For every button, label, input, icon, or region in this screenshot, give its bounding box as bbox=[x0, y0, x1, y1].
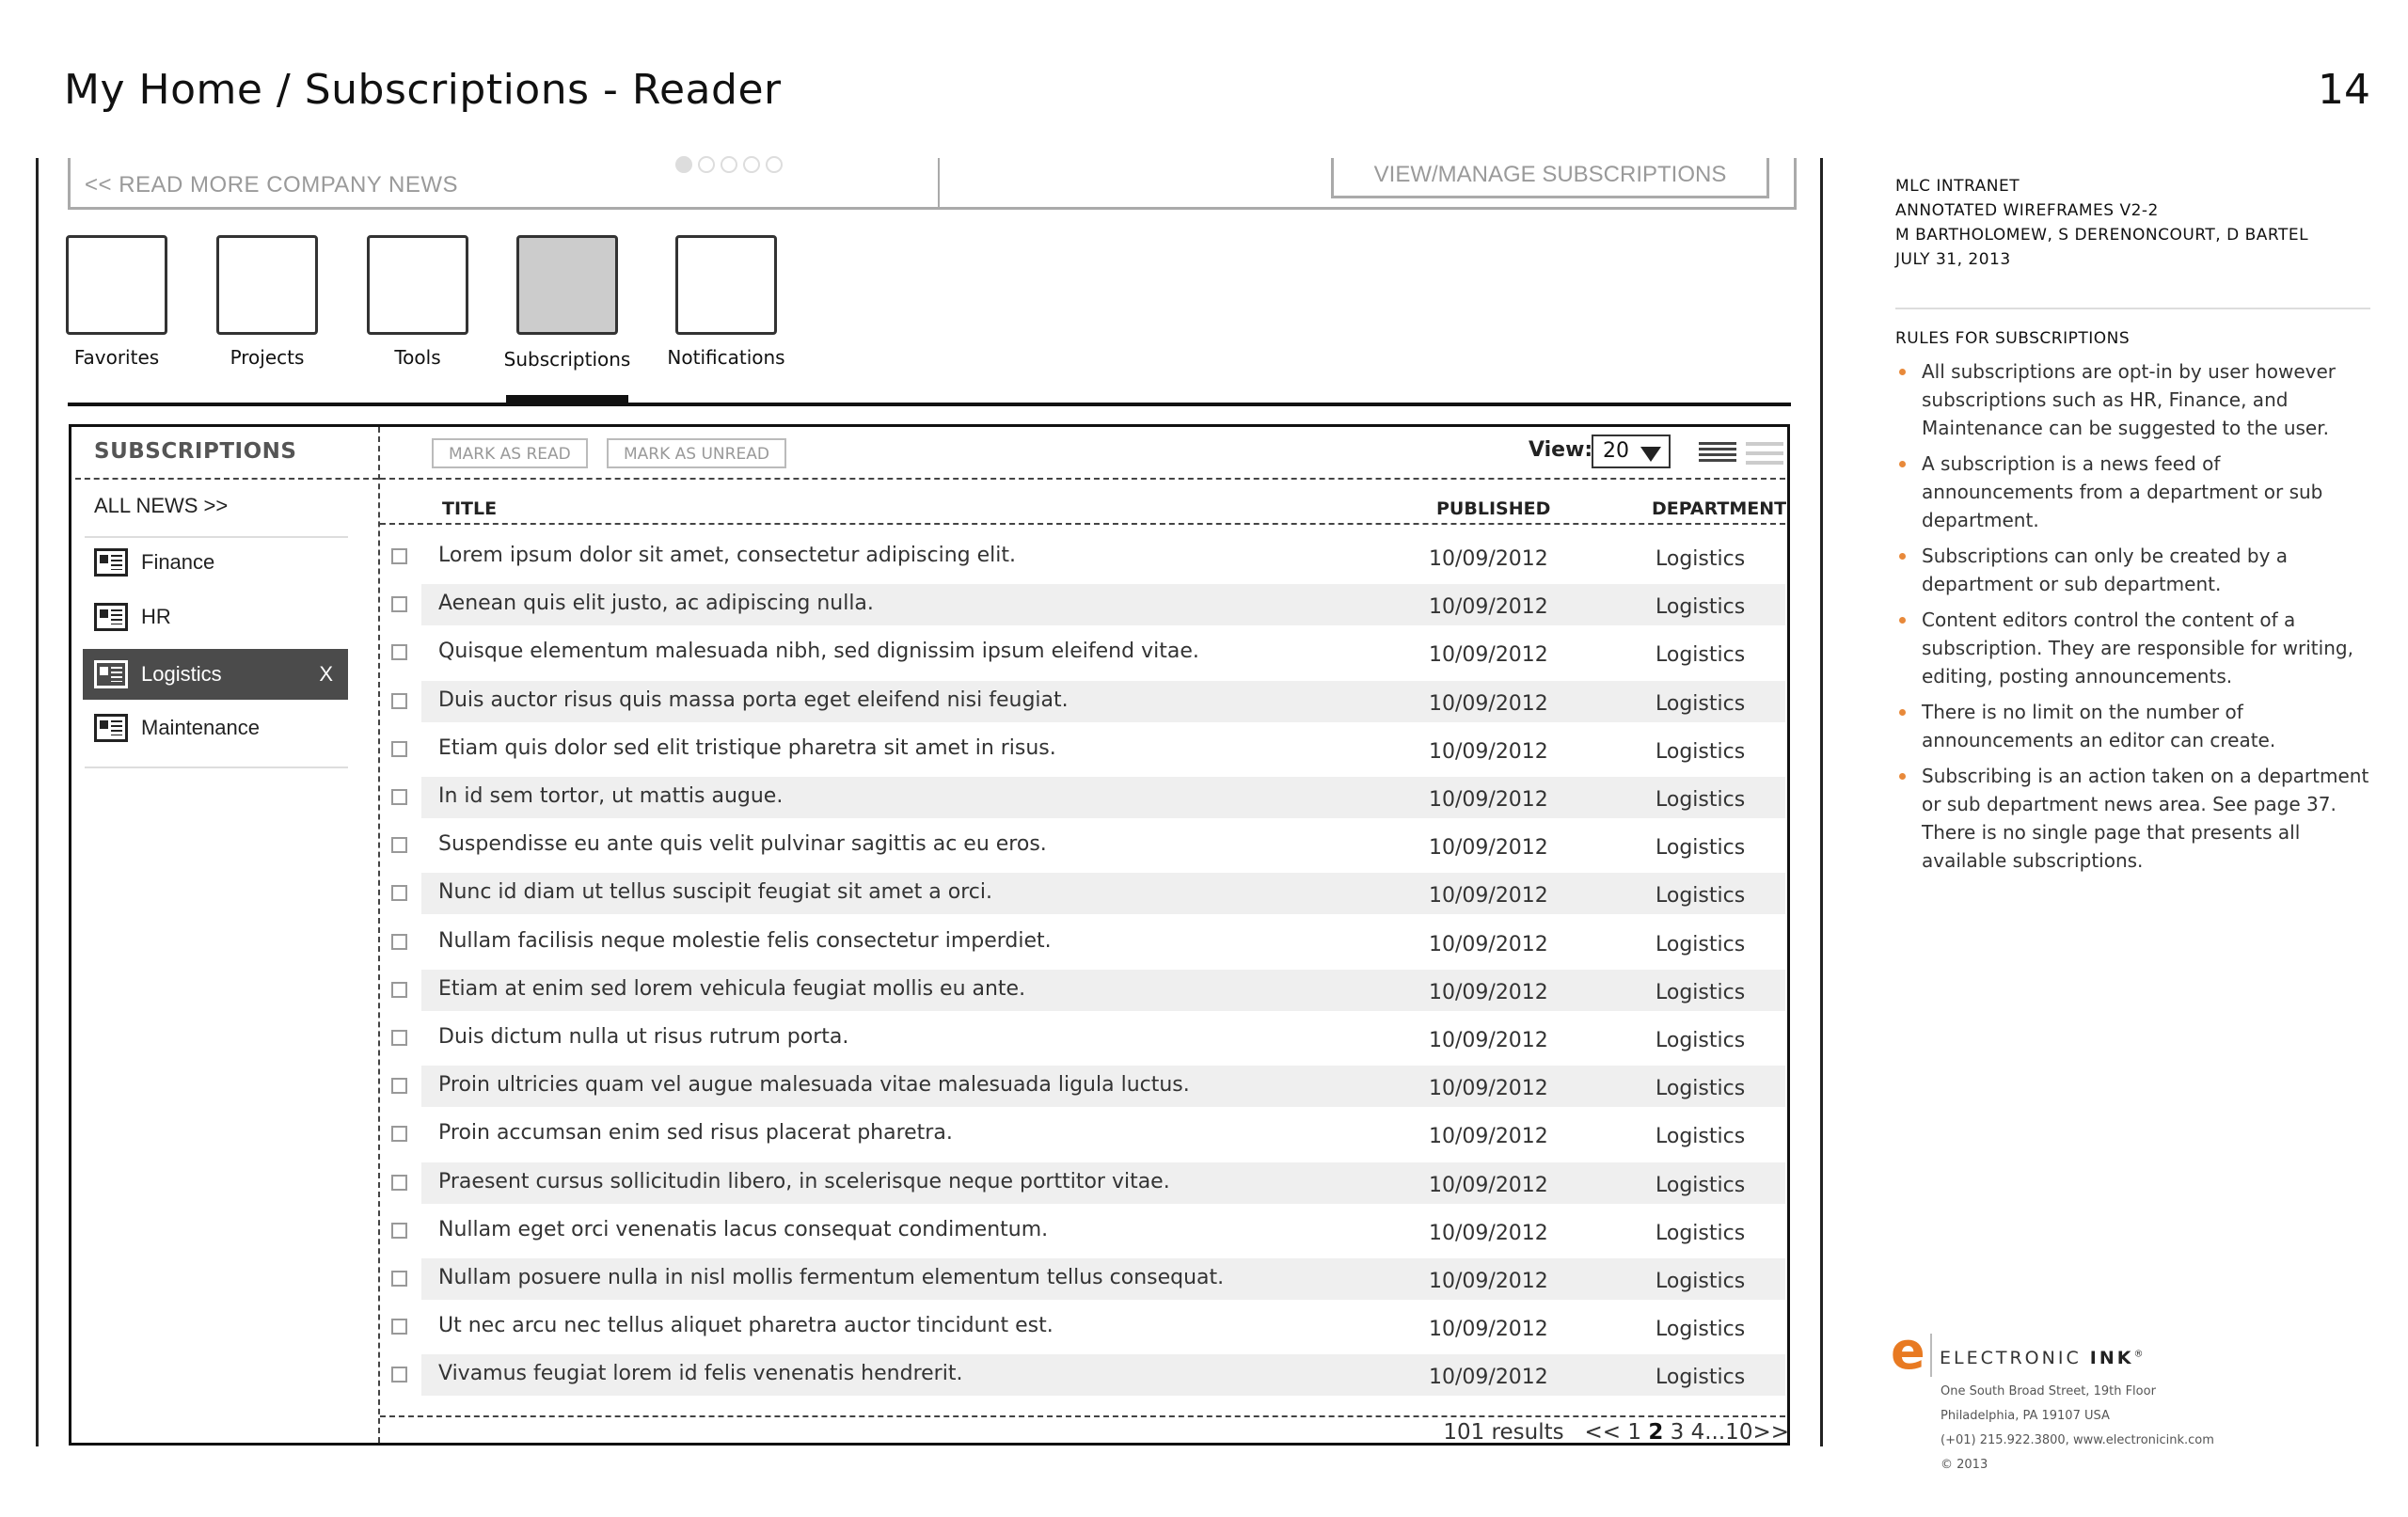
row-checkbox[interactable] bbox=[391, 1078, 407, 1094]
chevron-down-icon bbox=[1640, 447, 1661, 462]
row-department: Logistics bbox=[1656, 933, 1746, 956]
results-count: 101 results bbox=[1443, 1420, 1564, 1445]
rule-item: All subscriptions are opt-in by user however subscriptions such as HR, Finance, and Maintenance can be suggested to the user. bbox=[1895, 357, 2375, 442]
logo-name: ELECTRONIC bbox=[1940, 1348, 2090, 1368]
divider bbox=[380, 523, 1785, 525]
row-checkbox[interactable] bbox=[391, 644, 407, 660]
meta-line: MLC INTRANET bbox=[1895, 177, 2020, 196]
electronic-ink-logo-mark: e bbox=[1891, 1321, 1925, 1381]
row-published: 10/09/2012 bbox=[1429, 1029, 1548, 1052]
row-checkbox[interactable] bbox=[391, 982, 407, 998]
row-department: Logistics bbox=[1656, 1222, 1746, 1245]
column-header-department[interactable]: DEPARTMENT bbox=[1652, 498, 1787, 519]
row-title[interactable]: Quisque elementum malesuada nibh, sed dignissim ipsum eleifend vitae. bbox=[438, 640, 1199, 663]
subscriptions-heading: SUBSCRIPTIONS bbox=[94, 439, 297, 464]
row-department: Logistics bbox=[1656, 836, 1746, 860]
newspaper-icon bbox=[94, 603, 128, 631]
meta-line: M BARTHOLOMEW, S DERENONCOURT, D BARTEL bbox=[1895, 226, 2309, 245]
row-checkbox[interactable] bbox=[391, 548, 407, 564]
row-title[interactable]: Proin accumsan enim sed risus placerat pharetra. bbox=[438, 1121, 953, 1145]
row-published: 10/09/2012 bbox=[1429, 1366, 1548, 1389]
row-department: Logistics bbox=[1656, 884, 1746, 908]
page-number: 14 bbox=[2318, 66, 2370, 114]
row-department: Logistics bbox=[1656, 1174, 1746, 1197]
logo-name-bold: INK bbox=[2089, 1348, 2134, 1368]
row-title[interactable]: Proin ultricies quam vel augue malesuada vitae malesuada ligula luctus. bbox=[438, 1073, 1190, 1097]
divider bbox=[1895, 308, 2370, 309]
rule-item: Content editors control the content of a subscription. They are responsible for writing, editing, posting announcements. bbox=[1895, 606, 2375, 690]
row-title[interactable]: Nullam posuere nulla in nisl mollis fermentum elementum tellus consequat. bbox=[438, 1266, 1225, 1289]
divider bbox=[85, 766, 348, 768]
column-divider bbox=[378, 427, 380, 1443]
column-header-title[interactable]: TITLE bbox=[442, 498, 498, 519]
subscription-item-finance[interactable] bbox=[83, 537, 348, 588]
page-title: My Home / Subscriptions - Reader bbox=[64, 66, 782, 114]
row-checkbox[interactable] bbox=[391, 1126, 407, 1142]
view-label: View: bbox=[1529, 438, 1593, 462]
carousel-dots bbox=[675, 156, 783, 173]
row-published: 10/09/2012 bbox=[1429, 692, 1548, 716]
favorites-tile[interactable] bbox=[66, 235, 167, 335]
remove-subscription-button[interactable]: X bbox=[319, 662, 333, 686]
row-title[interactable]: Praesent cursus sollicitudin libero, in scelerisque neque porttitor vitae. bbox=[438, 1170, 1170, 1193]
row-title[interactable]: Etiam at enim sed lorem vehicula feugiat mollis eu ante. bbox=[438, 977, 1026, 1001]
carousel-dot[interactable] bbox=[766, 156, 783, 173]
row-published: 10/09/2012 bbox=[1429, 788, 1548, 812]
subscription-item-maintenance[interactable] bbox=[83, 703, 348, 753]
row-checkbox[interactable] bbox=[391, 934, 407, 950]
row-checkbox[interactable] bbox=[391, 1223, 407, 1239]
nav-label-favorites[interactable]: Favorites bbox=[73, 346, 160, 369]
newspaper-icon bbox=[94, 714, 128, 742]
subscriptions-tile[interactable] bbox=[516, 235, 618, 335]
row-title[interactable]: Duis dictum nulla ut risus rutrum porta. bbox=[438, 1025, 849, 1049]
row-published: 10/09/2012 bbox=[1429, 1270, 1548, 1293]
rule-item: Subscriptions can only be created by a department or sub department. bbox=[1895, 542, 2375, 598]
row-checkbox[interactable] bbox=[391, 1367, 407, 1383]
row-department: Logistics bbox=[1656, 1270, 1746, 1293]
notifications-tile[interactable] bbox=[675, 235, 777, 335]
row-published: 10/09/2012 bbox=[1429, 1125, 1548, 1148]
nav-label-subscriptions[interactable]: Subscriptions bbox=[503, 348, 631, 371]
row-title[interactable]: Aenean quis elit justo, ac adipiscing nulla. bbox=[438, 592, 874, 615]
row-published: 10/09/2012 bbox=[1429, 595, 1548, 619]
rule-item: Subscribing is an action taken on a department or sub department news area. See page 37. There is no single page that presents all available subscriptions. bbox=[1895, 762, 2375, 875]
detail-view-icon[interactable] bbox=[1746, 442, 1783, 465]
address-line: One South Broad Street, 19th Floor bbox=[1941, 1384, 2156, 1398]
trademark: ® bbox=[2133, 1349, 2147, 1360]
row-department: Logistics bbox=[1656, 643, 1746, 667]
row-published: 10/09/2012 bbox=[1429, 884, 1548, 908]
row-checkbox[interactable] bbox=[391, 789, 407, 805]
read-more-company-news-link[interactable]: << READ MORE COMPANY NEWS bbox=[85, 172, 459, 198]
column-header-published[interactable]: PUBLISHED bbox=[1436, 498, 1551, 519]
newspaper-icon bbox=[94, 660, 128, 688]
nav-label-projects[interactable]: Projects bbox=[230, 346, 305, 369]
row-department: Logistics bbox=[1656, 788, 1746, 812]
carousel-dot[interactable] bbox=[721, 156, 737, 173]
row-title[interactable]: Nunc id diam ut tellus suscipit feugiat sit amet a orci. bbox=[438, 880, 992, 904]
row-title[interactable]: Lorem ipsum dolor sit amet, consectetur adipiscing elit. bbox=[438, 544, 1016, 567]
row-title[interactable]: Nullam facilisis neque molestie felis consectetur imperdiet. bbox=[438, 929, 1052, 953]
document-meta bbox=[1895, 174, 2308, 272]
row-department: Logistics bbox=[1656, 692, 1746, 716]
nav-label-notifications[interactable]: Notifications bbox=[667, 346, 785, 369]
row-checkbox[interactable] bbox=[391, 596, 407, 612]
row-department: Logistics bbox=[1656, 547, 1746, 571]
row-department: Logistics bbox=[1656, 981, 1746, 1004]
pagination bbox=[1443, 1420, 1789, 1445]
carousel-dot[interactable] bbox=[698, 156, 715, 173]
active-tab-indicator bbox=[506, 395, 628, 404]
nav-label-tools[interactable]: Tools bbox=[394, 346, 441, 369]
row-checkbox[interactable] bbox=[391, 1030, 407, 1046]
all-news-link[interactable]: ALL NEWS >> bbox=[94, 494, 229, 517]
view-count-value: 20 bbox=[1603, 439, 1629, 463]
row-department: Logistics bbox=[1656, 1366, 1746, 1389]
subscription-item-hr[interactable] bbox=[83, 592, 348, 642]
row-department: Logistics bbox=[1656, 595, 1746, 619]
row-title[interactable]: In id sem tortor, ut mattis augue. bbox=[438, 784, 784, 808]
view-manage-subscriptions-button[interactable]: VIEW/MANAGE SUBSCRIPTIONS bbox=[1331, 158, 1769, 198]
row-department: Logistics bbox=[1656, 740, 1746, 764]
row-checkbox[interactable] bbox=[391, 1271, 407, 1287]
electronic-ink-logo-text bbox=[1940, 1348, 2146, 1368]
company-address bbox=[1941, 1380, 2214, 1477]
subscription-label: Logistics bbox=[141, 662, 222, 686]
newspaper-icon bbox=[94, 548, 128, 577]
row-checkbox[interactable] bbox=[391, 885, 407, 901]
meta-line: ANNOTATED WIREFRAMES V2-2 bbox=[1895, 201, 2159, 220]
strip-divider bbox=[938, 158, 940, 207]
row-title[interactable]: Nullam eget orci venenatis lacus consequat condimentum. bbox=[438, 1218, 1049, 1241]
logo-divider bbox=[1930, 1334, 1932, 1377]
row-title[interactable]: Suspendisse eu ante quis velit pulvinar sagittis ac eu eros. bbox=[438, 832, 1047, 856]
row-published: 10/09/2012 bbox=[1429, 1174, 1548, 1197]
rule-item: A subscription is a news feed of announcements from a department or sub department. bbox=[1895, 450, 2375, 534]
divider bbox=[75, 478, 378, 480]
carousel-dot[interactable] bbox=[675, 156, 692, 173]
row-published: 10/09/2012 bbox=[1429, 643, 1548, 667]
meta-line: JULY 31, 2013 bbox=[1895, 250, 2011, 269]
rules-heading: RULES FOR SUBSCRIPTIONS bbox=[1895, 329, 2131, 348]
address-line: Philadelphia, PA 19107 USA bbox=[1941, 1409, 2110, 1423]
row-department: Logistics bbox=[1656, 1029, 1746, 1052]
row-title[interactable]: Etiam quis dolor sed elit tristique pharetra sit amet in risus. bbox=[438, 736, 1056, 760]
tools-tile[interactable] bbox=[367, 235, 468, 335]
subscription-item-logistics[interactable] bbox=[83, 649, 348, 700]
divider bbox=[380, 1415, 1785, 1417]
row-published: 10/09/2012 bbox=[1429, 981, 1548, 1004]
row-title[interactable]: Vivamus feugiat lorem id felis venenatis hendrerit. bbox=[438, 1362, 963, 1385]
row-published: 10/09/2012 bbox=[1429, 933, 1548, 956]
row-published: 10/09/2012 bbox=[1429, 740, 1548, 764]
prev-page-link[interactable]: << bbox=[1584, 1420, 1622, 1445]
address-line: (+01) 215.922.3800, www.electronicink.com bbox=[1941, 1433, 2214, 1447]
list-view-icon[interactable] bbox=[1699, 442, 1736, 465]
row-published: 10/09/2012 bbox=[1429, 1077, 1548, 1100]
mark-as-read-button[interactable]: MARK AS READ bbox=[432, 438, 588, 468]
mark-as-unread-button[interactable]: MARK AS UNREAD bbox=[607, 438, 786, 468]
row-title[interactable]: Ut nec arcu nec tellus aliquet pharetra auctor tincidunt est. bbox=[438, 1314, 1054, 1337]
row-title[interactable]: Duis auctor risus quis massa porta eget eleifend nisi feugiat. bbox=[438, 688, 1069, 712]
row-checkbox[interactable] bbox=[391, 693, 407, 709]
nav-rule bbox=[68, 403, 1791, 406]
subscription-label: HR bbox=[141, 605, 171, 628]
row-department: Logistics bbox=[1656, 1077, 1746, 1100]
row-checkbox[interactable] bbox=[391, 1319, 407, 1335]
row-published: 10/09/2012 bbox=[1429, 547, 1548, 571]
row-department: Logistics bbox=[1656, 1125, 1746, 1148]
view-count-select[interactable] bbox=[1592, 435, 1671, 468]
rule-item: There is no limit on the number of announcements an editor can create. bbox=[1895, 698, 2375, 754]
page-links[interactable]: 3 4...10>> bbox=[1670, 1420, 1789, 1445]
subscription-label: Maintenance bbox=[141, 716, 260, 739]
address-line: © 2013 bbox=[1941, 1458, 1988, 1472]
carousel-dot[interactable] bbox=[743, 156, 760, 173]
subscription-label: Finance bbox=[141, 550, 215, 574]
page-link[interactable]: 1 bbox=[1627, 1420, 1642, 1445]
row-checkbox[interactable] bbox=[391, 1175, 407, 1191]
current-page: 2 bbox=[1648, 1420, 1664, 1445]
projects-tile[interactable] bbox=[216, 235, 318, 335]
row-published: 10/09/2012 bbox=[1429, 1222, 1548, 1245]
row-published: 10/09/2012 bbox=[1429, 836, 1548, 860]
row-checkbox[interactable] bbox=[391, 741, 407, 757]
canvas-right-border bbox=[1820, 158, 1823, 1446]
row-checkbox[interactable] bbox=[391, 837, 407, 853]
divider bbox=[380, 478, 1785, 480]
row-published: 10/09/2012 bbox=[1429, 1318, 1548, 1341]
rules-list bbox=[1895, 357, 2375, 882]
row-department: Logistics bbox=[1656, 1318, 1746, 1341]
